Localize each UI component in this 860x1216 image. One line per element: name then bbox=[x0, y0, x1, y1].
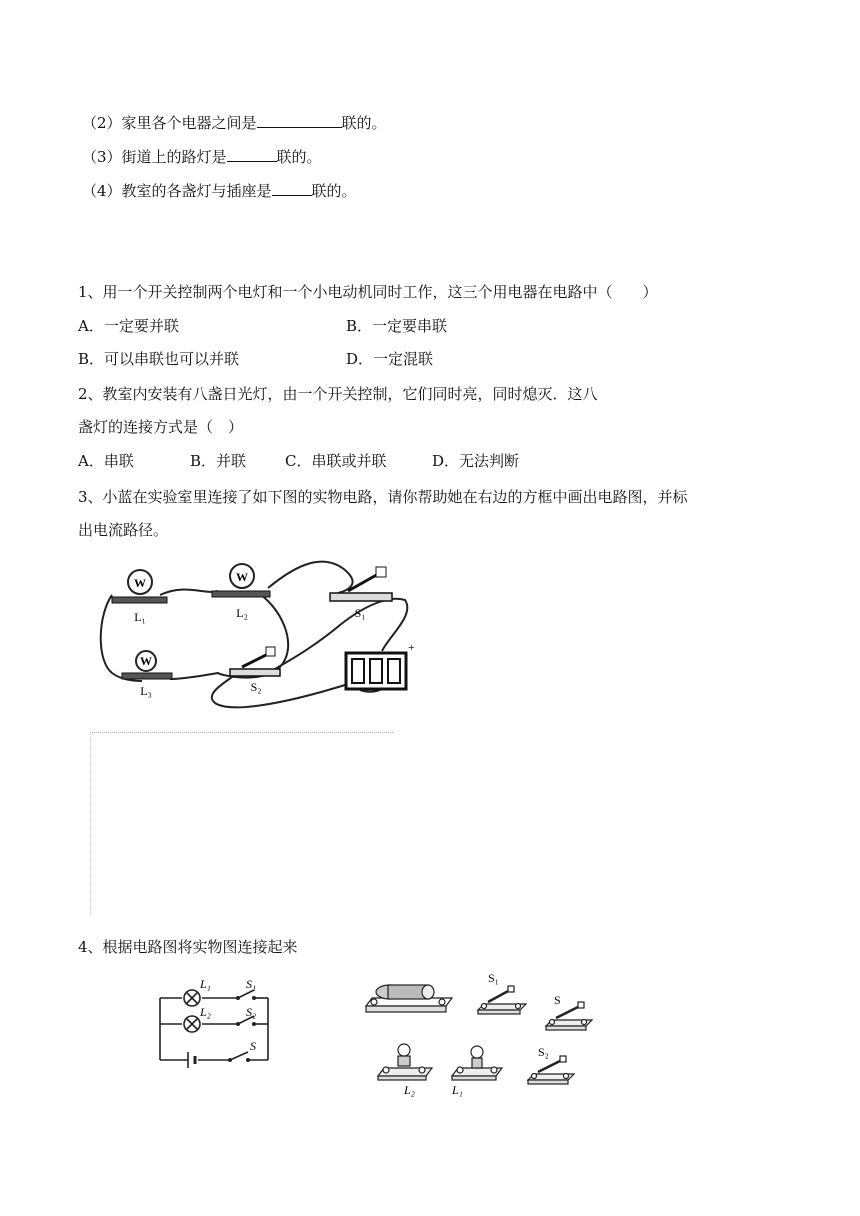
answer-blank[interactable] bbox=[257, 113, 342, 128]
q2-option-c[interactable]: C．串联或并联 bbox=[285, 452, 387, 470]
schematic-s1-label: S₁ bbox=[246, 977, 257, 991]
lamp-holder-l2 bbox=[378, 1044, 432, 1080]
lamp-holder-l1 bbox=[452, 1046, 502, 1080]
fill-item-4-pre: （4）教室的各盏灯与插座是 bbox=[82, 182, 272, 200]
fill-item-3 bbox=[82, 146, 322, 167]
fill-item-3-pre: （3）街道上的路灯是 bbox=[82, 148, 227, 166]
bulb-label: W bbox=[236, 570, 248, 584]
knife-switch-s2 bbox=[528, 1056, 574, 1084]
fill-item-4 bbox=[82, 180, 357, 201]
switch-s2-label: S₂ bbox=[250, 680, 262, 694]
fill-item-2 bbox=[82, 112, 387, 133]
bulb-label: W bbox=[140, 654, 152, 668]
switch-s1 bbox=[330, 567, 392, 620]
physical-l2-label: L₂ bbox=[404, 1083, 415, 1097]
schematic-s-label: S bbox=[250, 1039, 256, 1053]
q3-answer-frame[interactable] bbox=[90, 732, 393, 915]
knife-switch-s bbox=[546, 1002, 592, 1030]
switch-s1-label: S₁ bbox=[354, 606, 366, 620]
lamp-l3 bbox=[122, 651, 172, 698]
lamp-l3-label: L₃ bbox=[140, 684, 152, 698]
lamp-symbol-l2 bbox=[184, 1016, 200, 1032]
q1-stem: 1、用一个开关控制两个电灯和一个小电动机同时工作，这三个用电器在电路中（ ） bbox=[78, 283, 658, 301]
fill-item-2-post: 联的。 bbox=[341, 114, 387, 132]
battery-plus-label: + bbox=[408, 640, 415, 654]
fill-item-4-post: 联的。 bbox=[311, 182, 357, 200]
lamp-l1 bbox=[112, 570, 167, 624]
answer-blank[interactable] bbox=[272, 181, 312, 196]
q1-option-b[interactable]: B．一定要串联 bbox=[346, 317, 448, 335]
physical-s-label: S bbox=[554, 993, 561, 1007]
q2-stem-line1: 2、教室内安装有八盏日光灯，由一个开关控制，它们同时亮，同时熄灭．这八 bbox=[78, 385, 598, 403]
q3-stem-line2: 出电流路径。 bbox=[78, 521, 169, 539]
battery-holder bbox=[366, 985, 452, 1012]
q3-physical-circuit-figure bbox=[90, 555, 420, 715]
q2-option-a[interactable]: A．串联 bbox=[78, 452, 134, 470]
q1-option-a[interactable]: A．一定要并联 bbox=[78, 317, 179, 335]
q4-physical-components bbox=[360, 968, 610, 1098]
knife-switch-s1 bbox=[478, 986, 526, 1014]
physical-l1-label: L₁ bbox=[452, 1083, 463, 1097]
q2-option-b[interactable]: B．并联 bbox=[190, 452, 247, 470]
fill-item-2-pre: （2）家里各个电器之间是 bbox=[82, 114, 257, 132]
q4-stem: 4、根据电路图将实物图连接起来 bbox=[78, 938, 298, 956]
lamp-l2-label: L₂ bbox=[236, 606, 248, 620]
answer-blank[interactable] bbox=[227, 147, 277, 162]
fill-item-3-post: 联的。 bbox=[276, 148, 322, 166]
q2-stem-line2: 盏灯的连接方式是（ ） bbox=[78, 418, 244, 436]
switch-s2 bbox=[230, 647, 280, 694]
physical-s2-label: S₂ bbox=[538, 1045, 549, 1059]
q1-option-c[interactable]: B．可以串联也可以并联 bbox=[78, 350, 240, 368]
battery bbox=[346, 640, 415, 689]
q1-option-d[interactable]: D．一定混联 bbox=[346, 350, 434, 368]
q2-option-d[interactable]: D．无法判断 bbox=[432, 452, 520, 470]
schematic-l1-label: L₁ bbox=[200, 977, 211, 991]
q3-stem-line1: 3、小蓝在实验室里连接了如下图的实物电路，请你帮助她在右边的方框中画出电路图，并标 bbox=[78, 488, 688, 506]
lamp-l1-label: L₁ bbox=[134, 610, 146, 624]
bulb-label: W bbox=[134, 576, 146, 590]
lamp-symbol-l1 bbox=[184, 990, 200, 1006]
schematic-s2-label: S₂ bbox=[246, 1005, 257, 1019]
q4-schematic-diagram bbox=[150, 972, 280, 1072]
schematic-l2-label: L₂ bbox=[200, 1005, 211, 1019]
lamp-l2 bbox=[212, 564, 270, 620]
physical-s1-label: S₁ bbox=[488, 971, 499, 985]
